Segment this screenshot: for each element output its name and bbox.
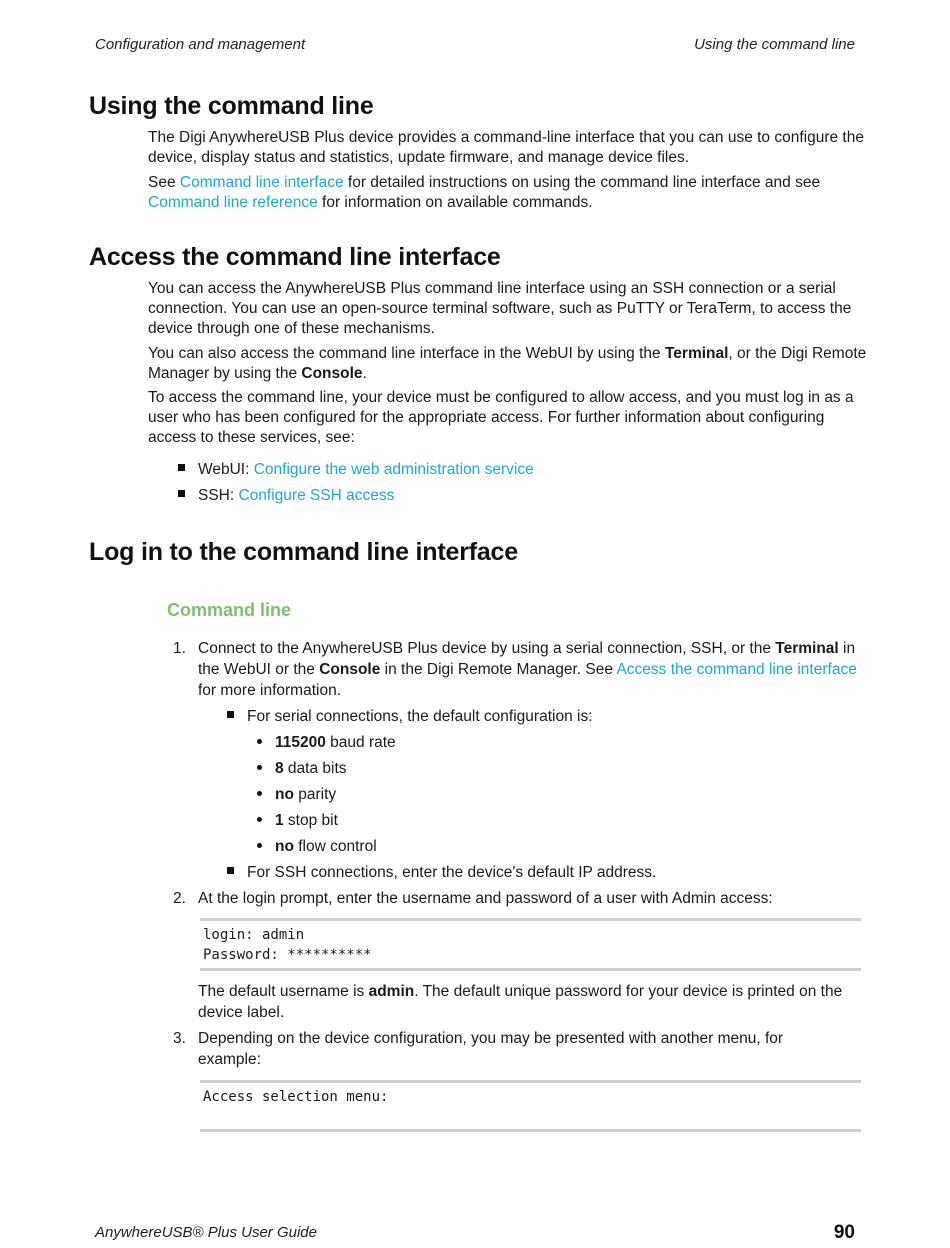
section-title-access-cli: Access the command line interface [89,243,501,271]
step-number-2: 2. [173,890,186,907]
text-span: , or the Digi Remote Manager by using the [148,345,867,382]
link-command-line-interface[interactable]: Command line interface [179,174,344,191]
value: 8 [275,760,284,777]
console-term: Console [319,661,381,678]
bullet-label: SSH: [198,487,239,504]
link-configure-ssh[interactable]: Configure SSH access [238,487,395,504]
text-span: for information on available commands. [317,194,593,211]
code-block-access-menu [200,1080,861,1132]
serial-intro: For serial connections, the default configuration is: [247,708,593,725]
step3-line2: example: [198,1051,261,1068]
code-line: Access selection menu: [203,1089,389,1105]
link-configure-web-admin[interactable]: Configure the web administration service [253,461,534,478]
text-span: See [148,174,180,191]
step3-line1: Depending on the device configuration, you may be presented with another menu, for [198,1030,784,1047]
access-paragraph-1: You can access the AnywhereUSB Plus command line interface using an SSH connection or a serial connection. You can use an open-source terminal software, such as PuTTY or TeraTerm, to access the device through one of these mechanisms. [148,280,852,337]
text-span: baud rate [325,734,396,751]
terminal-term: Terminal [664,345,729,362]
console-term: Console [301,365,363,382]
text-span: stop bit [283,812,338,829]
default-username-line2: device label. [198,1004,285,1021]
serial-item-flow-control [275,837,377,857]
default-username-line1 [198,982,842,1002]
step-number-3: 3. [173,1030,186,1047]
code-line: login: admin [203,927,305,943]
text-span: . [362,365,367,382]
code-block-login [200,918,861,971]
bullet-square-icon [227,711,234,718]
serial-item-data-bits [275,759,347,779]
step1-line1 [198,639,855,659]
code-line: Password: ********** [203,947,372,963]
section-title-log-in: Log in to the command line interface [89,538,518,566]
value: 115200 [275,734,326,751]
bullet-dot-icon [257,843,262,848]
terminal-term: Terminal [775,640,839,657]
bullet-dot-icon [257,765,262,770]
access-paragraph-2 [148,344,868,384]
page-number: 90 [833,1222,855,1243]
bullet-ssh [198,486,394,506]
text-span: in [838,640,856,657]
value: no [275,786,294,803]
text-span: for detailed instructions on using the command line interface and see [343,174,821,191]
bullet-dot-icon [257,739,262,744]
value: no [275,838,294,855]
bullet-webui [198,460,534,480]
step2-text: At the login prompt, enter the username and password of a user with Admin access: [198,890,773,907]
serial-item-baud [275,733,396,753]
default-username: admin [368,983,415,1000]
bullet-dot-icon [257,817,262,822]
section-title-using-command-line: Using the command line [89,92,374,120]
step-number-1: 1. [173,640,186,657]
text-span: flow control [293,838,377,855]
serial-item-stop-bit [275,811,338,831]
value: 1 [275,812,284,829]
serial-item-parity [275,785,336,805]
text-span: parity [293,786,337,803]
running-header-left: Configuration and management [95,36,306,53]
link-access-cli[interactable]: Access the command line interface [616,661,857,678]
text-span: data bits [283,760,347,777]
running-header-right: Using the command line [694,36,855,53]
text-span: You can also access the command line interface in the WebUI by using the [148,345,665,362]
bullet-dot-icon [257,791,262,796]
bullet-square-icon [178,464,185,471]
text-span: The default username is [198,983,369,1000]
step1-line2 [198,660,857,680]
intro-paragraph: The Digi AnywhereUSB Plus device provides a command-line interface that you can use to configure the device, display status and statistics, update firmware, and manage device files. [148,129,864,166]
footer-guide-title: AnywhereUSB® Plus User Guide [95,1224,317,1241]
link-command-line-reference[interactable]: Command line reference [148,194,318,211]
access-paragraph-3: To access the command line, your device must be configured to allow access, and you must log in as a user who has been configured for the appropriate access. For further information about configuring access to these services, see: [148,389,854,446]
text-span: . The default unique password for your device is printed on the [414,983,843,1000]
text-span: the WebUI or the [198,661,320,678]
bullet-square-icon [227,867,234,874]
text-span: Connect to the AnywhereUSB Plus device by using a serial connection, SSH, or the [198,640,776,657]
text-span: in the Digi Remote Manager. See [380,661,617,678]
bullet-square-icon [178,490,185,497]
see-also-paragraph [148,173,868,213]
bullet-label: WebUI: [198,461,254,478]
subheading-command-line: Command line [167,600,292,620]
ssh-item: For SSH connections, enter the device's default IP address. [247,864,657,881]
step1-line3: for more information. [198,682,341,699]
